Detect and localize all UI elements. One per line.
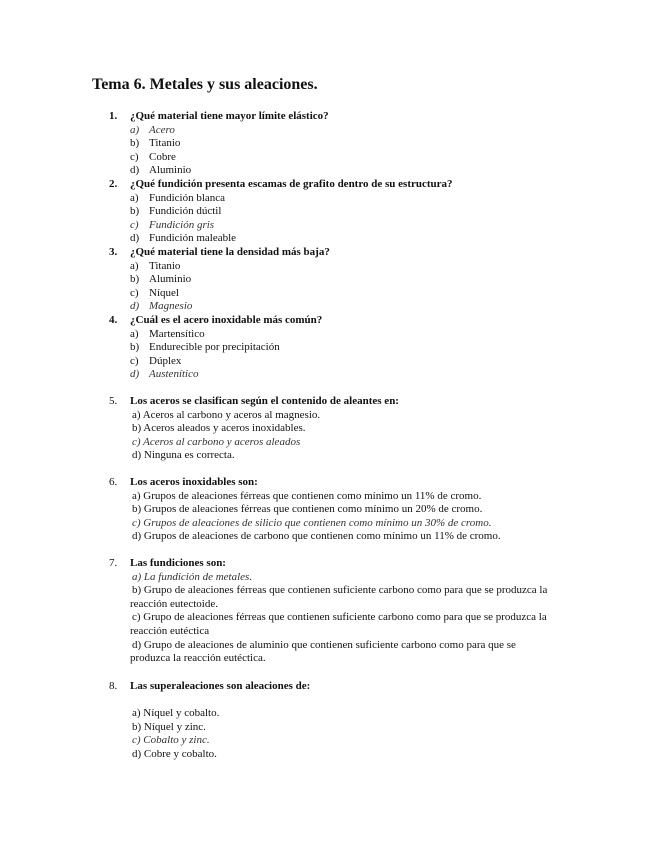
question-text: Las fundiciones son: [130,557,226,569]
question-text: ¿Qué material tiene la densidad más baja? [130,246,330,258]
question-number: 8. [109,680,118,692]
option-a: a) Fundición blanca [130,191,226,204]
option-c: c) Aceros al carbono y aceros aleados [132,435,301,448]
option-c: c) Níquel [130,286,179,299]
option-b: b) Grupo de aleaciones férreas que contienen suficiente carbono como para que se produzca la reacción eutectoide. [130,584,548,610]
question-text: ¿Cuál es el acero inoxidable más común? [130,314,323,326]
option-d: d) Magnesio [130,300,193,313]
question-6 [109,476,501,544]
question-7 [109,557,550,666]
option-b: b) Aluminio [130,273,192,286]
option-c: c) Dúplex [130,354,182,367]
option-d: d) Fundición maleable [130,232,237,245]
option-b: b) Aceros aleados y aceros inoxidables. [132,422,306,435]
question-number: 5. [109,395,118,407]
option-d: d) Grupos de aleaciones de carbono que contienen como mínimo un 11% de cromo. [132,530,501,543]
option-b: b) Fundición dúctil [130,205,222,218]
question-text: Las superaleaciones son aleaciones de: [130,680,311,692]
question-8 [109,680,310,762]
option-a: a) La fundición de metales. [132,570,253,583]
option-b: b) Grupos de aleaciones férreas que contienen como mínimo un 20% de cromo. [132,503,483,516]
question-number: 2. [109,178,118,190]
option-c: c) Cobre [130,150,176,163]
question-number: 3. [109,246,118,258]
option-a: a) Titanio [130,259,181,272]
option-c: c) Fundición gris [130,218,215,231]
question-number: 7. [109,557,118,569]
page-title: Tema 6. Metales y sus aleaciones. [92,76,318,93]
option-d: d) Grupo de aleaciones de aluminio que contienen suficiente carbono como para que se produzca la reacción eutéctica. [130,638,516,665]
option-c: c) Cobalto y zinc. [132,734,210,747]
option-b: b) Endurecible por precipitación [130,341,280,354]
option-a: a) Acero [130,123,175,136]
option-d: d) Cobre y cobalto. [132,747,217,760]
question-number: 1. [109,110,118,122]
question-4 [109,314,322,382]
question-number: 6. [109,476,118,488]
question-1 [109,110,329,178]
option-a: a) Aceros al carbono y aceros al magnesio. [132,408,321,421]
question-text: ¿Qué material tiene mayor límite elástico? [130,110,329,122]
question-2 [109,178,453,246]
option-d: d) Austenítico [130,368,199,381]
option-a: a) Grupos de aleaciones férreas que contienen como mínimo un 11% de cromo. [132,489,482,502]
question-3 [109,246,330,314]
question-text: Los aceros se clasifican según el contenido de aleantes en: [130,395,399,407]
option-d: d) Aluminio [130,164,192,177]
question-number: 4. [109,314,118,326]
option-c: c) Grupo de aleaciones férreas que contienen suficiente carbono como para que se produzca la reacción eutéctica [130,611,547,637]
question-5 [109,395,399,463]
option-a: a) Martensítico [130,327,205,340]
option-a: a) Níquel y cobalto. [132,707,220,720]
option-d: d) Ninguna es correcta. [132,449,235,462]
option-b: b) Níquel y zinc. [132,720,206,733]
question-text: Los aceros inoxidables son: [130,476,258,488]
option-b: b) Titanio [130,137,181,150]
option-c: c) Grupos de aleaciones de silicio que contienen como mínimo un 30% de cromo. [132,516,492,529]
question-text: ¿Qué fundición presenta escamas de grafito dentro de su estructura? [130,178,453,190]
